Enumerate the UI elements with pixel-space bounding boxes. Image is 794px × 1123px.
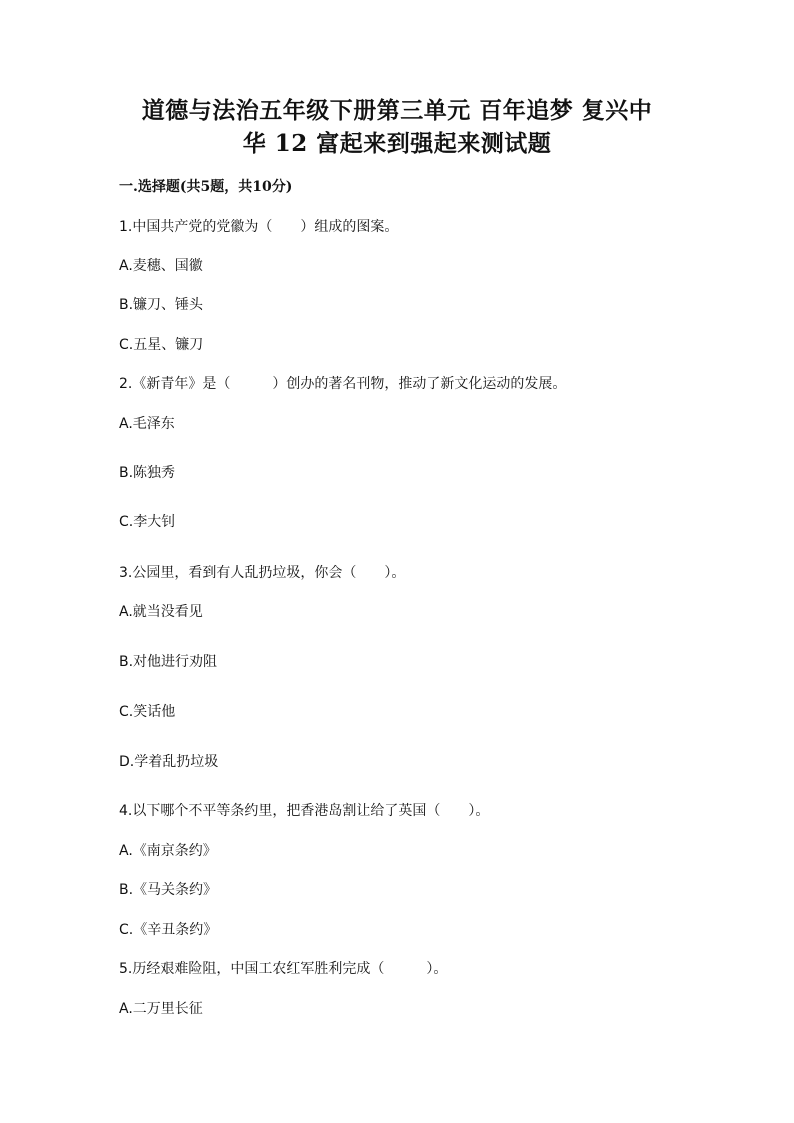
question-5-option-a: A.二万里长征 — [119, 1001, 203, 1017]
question-2-option-c: C.李大钊 — [119, 514, 176, 530]
question-4-option-a: A.《南京条约》 — [119, 843, 217, 859]
question-1-option-c: C.五星、镰刀 — [119, 337, 204, 353]
question-2-stem: 2.《新青年》是（ ）创办的著名刊物，推动了新文化运动的发展。 — [119, 376, 567, 392]
question-4-stem: 4.以下哪个不平等条约里，把香港岛割让给了英国（ ）。 — [119, 803, 490, 819]
question-4-option-b: B.《马关条约》 — [119, 882, 218, 898]
question-3-option-c: C.笑话他 — [119, 704, 176, 720]
question-1-option-b: B.镰刀、锤头 — [119, 297, 204, 313]
question-3-option-b: B.对他进行劝阻 — [119, 654, 218, 670]
question-3-option-d: D.学着乱扔垃圾 — [119, 754, 219, 770]
question-4-option-c: C.《辛丑条约》 — [119, 922, 218, 938]
question-5-stem: 5.历经艰难险阻，中国工农红军胜利完成（ ）。 — [119, 961, 448, 977]
question-1-stem: 1.中国共产党的党徽为（ ）组成的图案。 — [119, 219, 399, 235]
section-heading: 一.选择题(共5题，共10分) — [119, 179, 293, 195]
question-3-option-a: A.就当没看见 — [119, 604, 203, 620]
question-2-option-b: B.陈独秀 — [119, 465, 176, 481]
question-1-option-a: A.麦穗、国徽 — [119, 258, 203, 274]
question-3-stem: 3.公园里，看到有人乱扔垃圾，你会（ ）。 — [119, 565, 406, 581]
document-title-line-2: 华 12 富起来到强起来测试题 — [242, 130, 552, 157]
question-2-option-a: A.毛泽东 — [119, 416, 175, 432]
document-title-line-1: 道德与法治五年级下册第三单元 百年追梦 复兴中 — [141, 97, 653, 124]
